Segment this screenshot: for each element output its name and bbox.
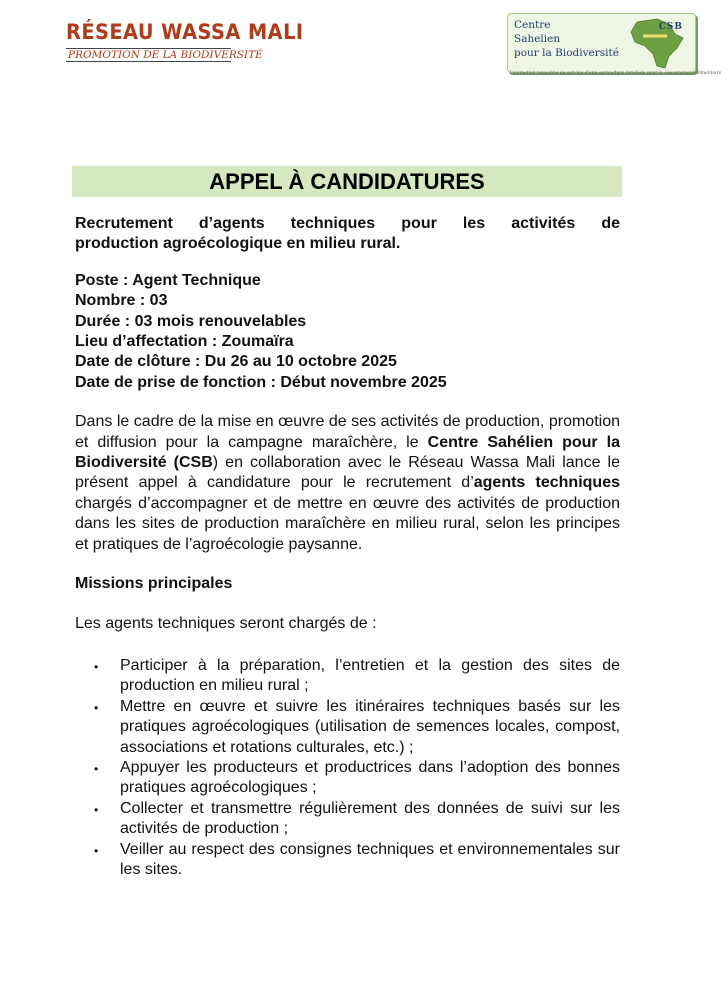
role-name: agents techniques xyxy=(473,474,620,492)
detail-prise-de-fonction: Date de prise de fonction : Début novembre 2025 xyxy=(75,373,447,391)
paragraph-part-2: ) en collaboration avec le Réseau Wassa Mali lance le présent appel à candidature pour le recrutement d’ xyxy=(75,454,620,492)
logo-right-acronym: CSB xyxy=(658,22,683,32)
detail-nombre: Nombre : 03 xyxy=(75,292,168,310)
paragraph-part-3: chargés d’accompagner et de mettre en œuvre des activités de production dans les sites de production maraîchère en milieu rural, selon les principes et pratiques de l’agroécologie paysanne. xyxy=(75,494,620,553)
logo-right-line-3: pour la Biodiversité xyxy=(514,47,619,59)
missions-heading: Missions principales xyxy=(75,575,233,593)
reseau-wassa-mali-logo xyxy=(66,20,304,62)
intro-line-2: production agroécologique en milieu rural. xyxy=(75,235,401,253)
logo-right-tagline: l'animation paysanne au service d'une agriculture familiale pour la souveraineté alimentaire xyxy=(510,71,721,76)
intro-line-1: Recrutement d’agents techniques pour les activités de xyxy=(75,215,620,232)
detail-cloture: Date de clôture : Du 26 au 10 octobre 2025 xyxy=(75,353,397,371)
logo-left-subtitle: PROMOTION DE LA BIODIVERSITÉ xyxy=(68,49,263,61)
detail-duree: Durée : 03 mois renouvelables xyxy=(75,312,307,330)
paragraph-part-1: Dans le cadre de la mise en œuvre de ses activités de production, promotion et diffusion pour la campagne maraîchère, le xyxy=(75,413,620,451)
mission-item: • Appuyer les producteurs et productrices dans l’adoption des bonnes pratiques agroécologiques ; xyxy=(75,758,620,799)
page-title: APPEL À CANDIDATURES xyxy=(209,169,485,194)
missions-intro: Les agents techniques seront chargés de : xyxy=(75,614,377,632)
logo-left-title: RÉSEAU WASSA MALI xyxy=(66,20,304,44)
logo-right-line-1: Centre xyxy=(514,19,551,31)
organization-name: Centre Sahélien pour la Biodiversité (CSB xyxy=(75,433,621,472)
mission-item: • Collecter et transmettre régulièrement des données de suivi sur les activités de production ; xyxy=(75,799,620,840)
mission-item: • Participer à la préparation, l’entretien et la gestion des sites de production en milieu rural ; xyxy=(75,656,620,697)
detail-poste: Poste : Agent Technique xyxy=(75,271,261,289)
mission-item: • Veiller au respect des consignes techniques et environnementales sur les sites. xyxy=(75,840,620,881)
detail-lieu: Lieu d’affectation : Zoumaïra xyxy=(75,333,294,351)
document-body xyxy=(75,214,620,880)
logo-right-line-2: Sahelien xyxy=(514,33,561,45)
mission-item: • Mettre en œuvre et suivre les itinéraires techniques basés sur les pratiques agroécologiques (utilisation de semences locales, compost, associations et rotations culturales, etc.) ; xyxy=(75,697,620,758)
missions-list xyxy=(75,656,620,880)
logo-right-text xyxy=(514,18,619,60)
context-paragraph xyxy=(75,412,620,555)
csb-logo xyxy=(507,13,696,73)
title-banner xyxy=(72,166,622,197)
